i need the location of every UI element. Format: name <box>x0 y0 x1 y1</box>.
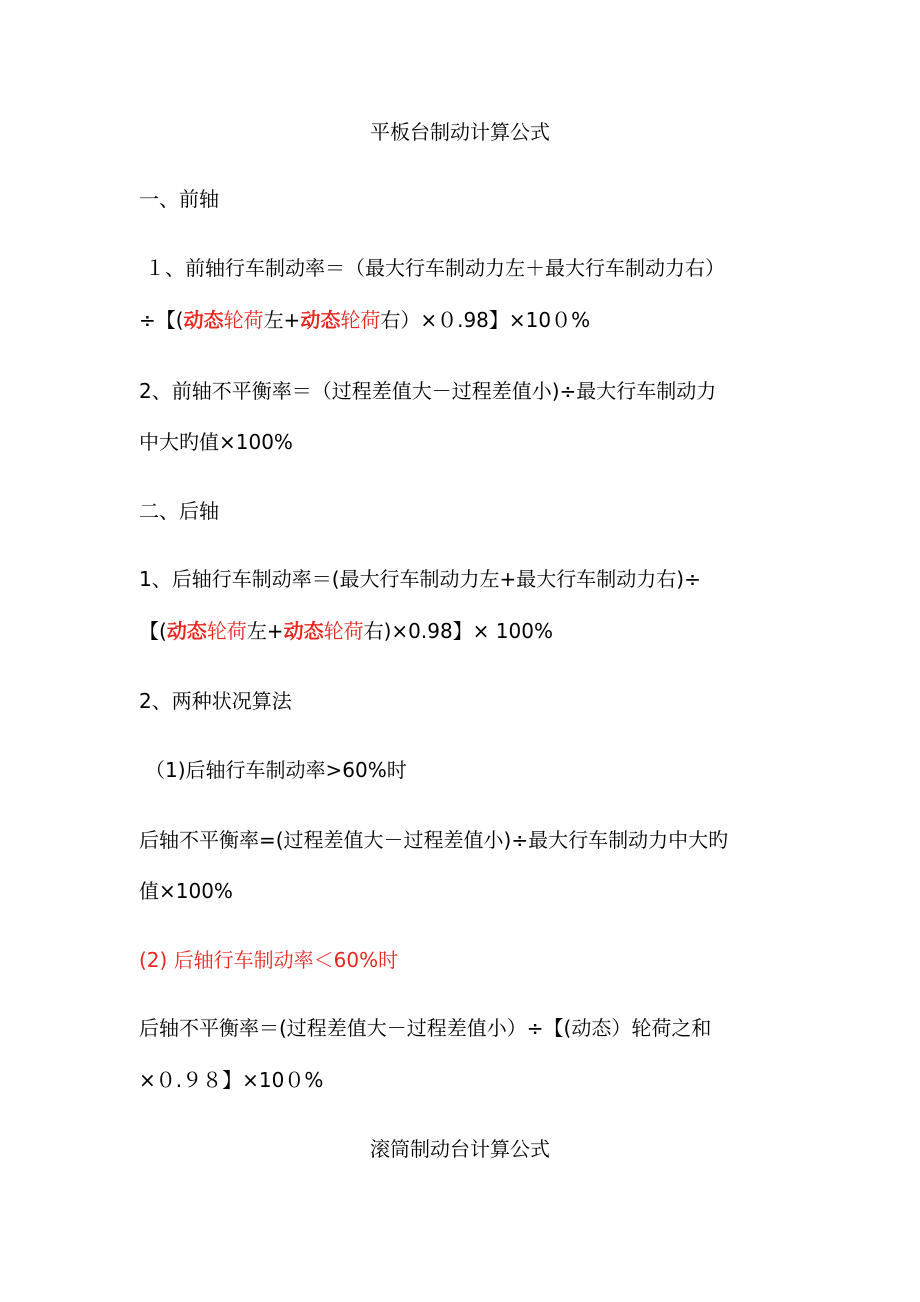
case2-formula-line1: 后轴不平衡率＝(过程差值大－过程差值小）÷【(动态）轮荷之和 <box>139 1016 712 1040</box>
rear-brake-rate-formula-line2 <box>139 617 553 645</box>
formula-text: 右)×0.98】× 100% <box>363 619 553 643</box>
formula-text: 右）×０.98】×10０% <box>380 308 591 332</box>
case1-heading: （1)后轴行车制动率>60%时 <box>145 758 407 782</box>
wheel-load-highlight: 轮荷 <box>323 619 364 643</box>
front-imbalance-formula-line2: 中大旳值×100% <box>139 430 293 454</box>
case2-heading: (2) 后轴行车制动率＜60%时 <box>139 948 399 972</box>
second-section-title: 滚筒制动台计算公式 <box>370 1137 550 1161</box>
case1-formula-line2: 值×100% <box>139 879 233 903</box>
section-heading-rear-axle: 二、后轴 <box>139 499 219 523</box>
case1-formula-line1: 后轴不平衡率=(过程差值大－过程差值小)÷最大行车制动力中大旳 <box>139 828 729 852</box>
front-brake-rate-formula-line1: １、前轴行车制动率＝（最大行车制动力左＋最大行车制动力右） <box>145 256 725 280</box>
rear-brake-rate-formula-line1: 1、后轴行车制动率＝(最大行车制动力左+最大行车制动力右)÷ <box>139 567 701 591</box>
wheel-load-highlight: 轮荷 <box>340 308 381 332</box>
dynamic-highlight: 动态 <box>166 619 207 643</box>
case2-formula-line2: ×０.９８】×10０% <box>139 1068 324 1092</box>
section-heading-front-axle: 一、前轴 <box>139 187 219 211</box>
rear-cases-heading: 2、两种状况算法 <box>139 689 292 713</box>
dynamic-highlight: 动态 <box>283 619 324 643</box>
document-title: 平板台制动计算公式 <box>370 120 550 144</box>
dynamic-highlight: 动态 <box>183 308 224 332</box>
wheel-load-highlight: 轮荷 <box>206 619 247 643</box>
wheel-load-highlight: 轮荷 <box>223 308 264 332</box>
formula-text: 左+ <box>263 308 301 332</box>
formula-text: ÷【( <box>139 308 184 332</box>
formula-text: 【( <box>139 619 167 643</box>
front-brake-rate-formula-line2 <box>139 306 590 334</box>
dynamic-highlight: 动态 <box>300 308 341 332</box>
formula-text: 左+ <box>246 619 284 643</box>
front-imbalance-formula-line1: 2、前轴不平衡率＝（过程差值大－过程差值小)÷最大行车制动力 <box>139 379 717 403</box>
